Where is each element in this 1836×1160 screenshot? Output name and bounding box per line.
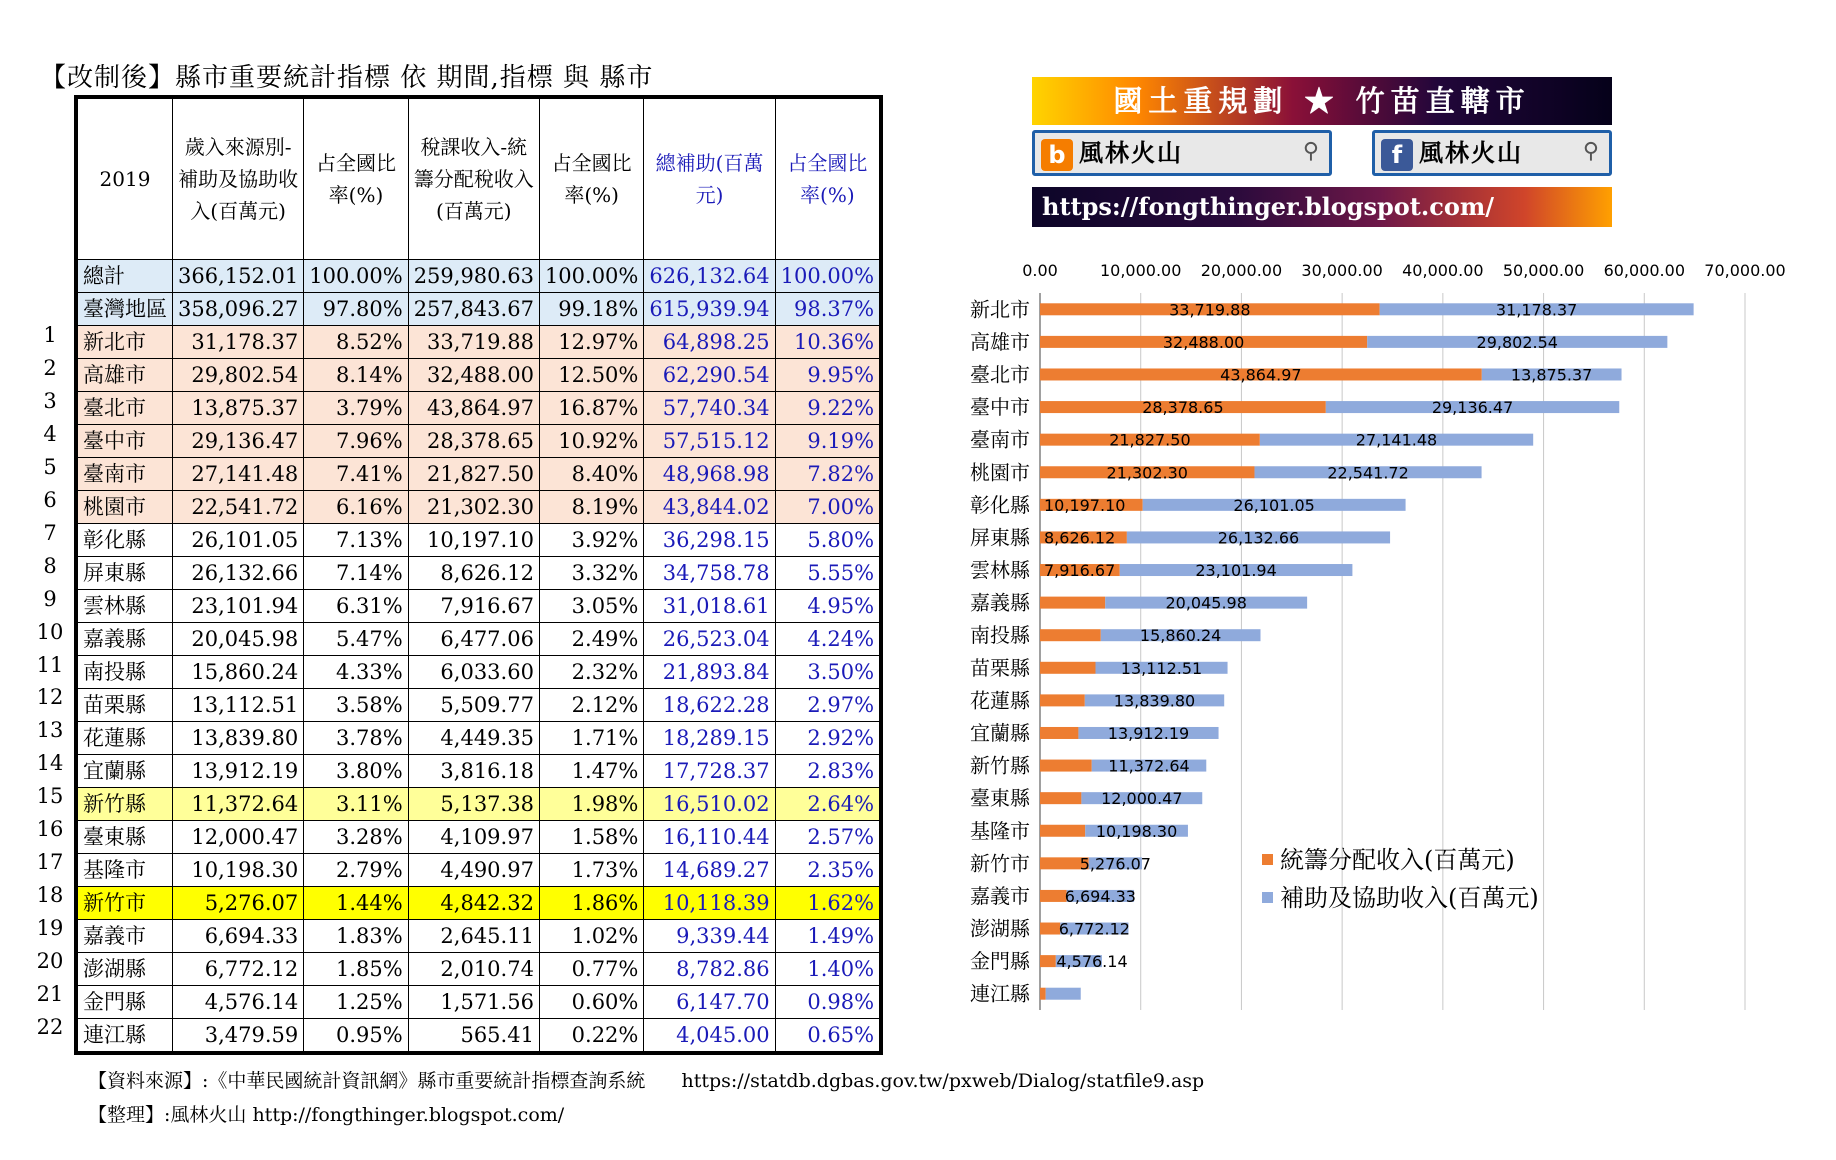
county-name: 雲林縣 [76,590,173,623]
county-name: 彰化縣 [76,524,173,557]
bar-label-subsidy: 13,839.80 [1113,691,1196,711]
y-category-label: 新竹縣 [970,753,1030,778]
county-name: 臺東縣 [76,821,173,854]
cell-c4: 8.19% [539,491,643,524]
cell-c2: 1.83% [304,920,408,953]
header-tax: 稅課收入-統籌分配稅收入(百萬元) [408,97,539,260]
cell-c1: 26,101.05 [173,524,304,557]
rank-number: 18 [36,883,64,908]
rank-number: 10 [36,619,64,644]
header-year: 2019 [76,97,173,260]
cell-c2: 3.11% [304,788,408,821]
cell-c4: 10.92% [539,425,643,458]
cell-c2: 3.79% [304,392,408,425]
bar-label-tax: 33,719.88 [1169,300,1251,320]
county-name: 基隆市 [76,854,173,887]
cell-c1: 3,479.59 [173,1019,304,1054]
cell-c1: 27,141.48 [173,458,304,491]
cell-c3: 4,109.97 [408,821,539,854]
rank-number: 15 [36,784,64,809]
cell-c6: 4.95% [775,590,881,623]
cell-c2: 7.41% [304,458,408,491]
cell-c6: 7.82% [775,458,881,491]
cell-c6: 1.49% [775,920,881,953]
rank-number: 8 [43,553,57,578]
cell-c2: 6.16% [304,491,408,524]
cell-c1: 13,112.51 [173,689,304,722]
y-category-label: 花蓮縣 [970,688,1030,713]
cell-c5: 26,523.04 [644,623,775,656]
cell-c6: 1.62% [775,887,881,920]
bar-tax-share [1040,597,1105,609]
cell-c3: 21,827.50 [408,458,539,491]
cell-c2: 8.14% [304,359,408,392]
bar-label-subsidy: 29,802.54 [1476,332,1558,352]
rank-number: 12 [36,685,64,710]
cell-c3: 6,477.06 [408,623,539,656]
cell-c4: 3.92% [539,524,643,557]
bar-label-tax: 21,302.30 [1106,463,1188,483]
cell-c4: 0.60% [539,986,643,1019]
cell-c6: 5.80% [775,524,881,557]
cell-c3: 33,719.88 [408,326,539,359]
bar-label-subsidy: 13,112.51 [1120,658,1203,678]
bar-label-tax: 43,864.97 [1220,365,1302,385]
cell-c2: 0.95% [304,1019,408,1054]
cell-c2: 1.25% [304,986,408,1019]
county-name: 新北市 [76,326,173,359]
y-category-label: 南投縣 [970,623,1030,648]
blog-url[interactable]: https://fongthinger.blogspot.com/ [1032,187,1612,227]
cell-c6: 2.97% [775,689,881,722]
bar-tax-share [1040,890,1067,902]
cell-c1: 6,694.33 [173,920,304,953]
cell-c3: 6,033.60 [408,656,539,689]
x-tick-label: 0.00 [1022,261,1058,280]
legend-swatch-subsidy [1262,892,1273,903]
cell-c4: 3.32% [539,557,643,590]
county-name: 宜蘭縣 [76,755,173,788]
bar-tax-share [1040,825,1085,837]
county-name: 嘉義縣 [76,623,173,656]
x-tick-label: 20,000.00 [1200,261,1283,280]
county-name: 金門縣 [76,986,173,1019]
cell-c1: 29,802.54 [173,359,304,392]
y-category-label: 澎湖縣 [970,916,1030,941]
bar-label-tax: 21,827.50 [1109,430,1191,450]
county-name: 新竹市 [76,887,173,920]
rank-number: 13 [36,718,64,743]
cell-c3: 8,626.12 [408,557,539,590]
cell-c6: 100.00% [775,260,881,293]
cell-c3: 565.41 [408,1019,539,1054]
cell-c6: 2.35% [775,854,881,887]
bar-label-subsidy: 15,860.24 [1139,626,1222,646]
cell-c5: 64,898.25 [644,326,775,359]
legend-swatch-tax [1262,854,1273,865]
x-tick-label: 60,000.00 [1603,261,1686,280]
cell-c5: 34,758.78 [644,557,775,590]
bar-tax-share [1040,792,1081,804]
cell-c5: 8,782.86 [644,953,775,986]
search-icon[interactable]: ⚲ [1582,139,1599,164]
facebook-icon: f [1381,139,1413,171]
cell-c4: 1.86% [539,887,643,920]
footer-editor: 【整理】:風林火山 http://fongthinger.blogspot.com/ [88,1104,565,1126]
header-total: 總補助(百萬元) [644,97,775,260]
cell-c4: 8.40% [539,458,643,491]
bar-label-subsidy: 26,132.66 [1217,528,1300,548]
county-name: 臺灣地區 [76,293,173,326]
bar-tax-share [1040,923,1060,935]
rank-number: 11 [36,652,64,677]
rank-number: 5 [43,454,57,479]
cell-c2: 3.58% [304,689,408,722]
cell-c1: 4,576.14 [173,986,304,1019]
county-name: 新竹縣 [76,788,173,821]
cell-c1: 22,541.72 [173,491,304,524]
y-category-label: 屏東縣 [970,525,1030,550]
search-icon[interactable]: ⚲ [1302,139,1319,164]
cell-c3: 7,916.67 [408,590,539,623]
rank-number: 6 [43,487,57,512]
bar-label-subsidy: 13,912.19 [1107,723,1190,743]
cell-c3: 1,571.56 [408,986,539,1019]
footer-source-label: 【資料來源】:《中華民國統計資訊網》縣市重要統計指標查詢系統 [88,1070,646,1092]
cell-c6: 3.50% [775,656,881,689]
county-name: 花蓮縣 [76,722,173,755]
bar-subsidy [1046,988,1081,1000]
bar-label-subsidy: 23,101.94 [1195,561,1277,581]
x-tick-label: 40,000.00 [1402,261,1484,280]
y-category-label: 連江縣 [970,981,1030,1006]
cell-c1: 5,276.07 [173,887,304,920]
cell-c4: 2.49% [539,623,643,656]
legend-label: 補助及協助收入(百萬元) [1280,884,1539,912]
x-tick-label: 30,000.00 [1301,261,1383,280]
cell-c2: 2.79% [304,854,408,887]
footer-source-url[interactable]: https://statdb.dgbas.gov.tw/pxweb/Dialog/statfile9.asp [681,1070,1205,1092]
legend-label: 統籌分配收入(百萬元) [1280,846,1515,874]
y-category-label: 嘉義市 [970,883,1030,908]
facebook-search-text: 風林火山 [1419,138,1523,167]
cell-c2: 4.33% [304,656,408,689]
bar-label-subsidy: 11,372.64 [1108,756,1190,776]
cell-c3: 4,449.35 [408,722,539,755]
cell-c5: 36,298.15 [644,524,775,557]
x-tick-label: 70,000.00 [1704,261,1786,280]
cell-c3: 28,378.65 [408,425,539,458]
cell-c2: 5.47% [304,623,408,656]
cell-c3: 5,137.38 [408,788,539,821]
y-category-label: 桃園市 [970,460,1030,485]
bar-label-subsidy: 5,276.07 [1079,854,1151,874]
cell-c6: 2.92% [775,722,881,755]
rank-number: 4 [43,421,57,446]
bar-label-subsidy: 4,576.14 [1056,952,1128,972]
cell-c4: 1.71% [539,722,643,755]
cell-c4: 16.87% [539,392,643,425]
cell-c6: 1.40% [775,953,881,986]
cell-c3: 4,842.32 [408,887,539,920]
cell-c3: 3,816.18 [408,755,539,788]
cell-c4: 1.58% [539,821,643,854]
cell-c1: 13,912.19 [173,755,304,788]
cell-c2: 3.78% [304,722,408,755]
y-category-label: 高雄市 [970,329,1030,354]
y-category-label: 宜蘭縣 [970,720,1030,745]
y-category-label: 雲林縣 [970,558,1030,583]
cell-c2: 7.96% [304,425,408,458]
cell-c5: 16,510.02 [644,788,775,821]
rank-number: 20 [36,949,64,974]
cell-c1: 6,772.12 [173,953,304,986]
header-subsidy: 歲入來源別-補助及協助收入(百萬元) [173,97,304,260]
header-tax-share: 占全國比率(%) [539,97,643,260]
cell-c5: 16,110.44 [644,821,775,854]
y-category-label: 新竹市 [970,851,1030,876]
cell-c4: 1.73% [539,854,643,887]
rank-number: 2 [43,355,57,380]
cell-c3: 2,645.11 [408,920,539,953]
county-name: 臺中市 [76,425,173,458]
bar-tax-share [1040,988,1046,1000]
cell-c3: 4,490.97 [408,854,539,887]
cell-c1: 10,198.30 [173,854,304,887]
cell-c3: 257,843.67 [408,293,539,326]
header-subsidy-share: 占全國比率(%) [304,97,408,260]
cell-c4: 1.02% [539,920,643,953]
blogger-icon: b [1041,139,1073,171]
cell-c6: 9.95% [775,359,881,392]
cell-c6: 98.37% [775,293,881,326]
y-category-label: 臺中市 [970,395,1030,420]
bar-label-tax: 10,197.10 [1044,495,1126,515]
x-tick-label: 50,000.00 [1502,261,1585,280]
bar-label-tax: 7,916.67 [1044,561,1116,581]
cell-c3: 5,509.77 [408,689,539,722]
county-name: 總計 [76,260,173,293]
cell-c2: 1.44% [304,887,408,920]
y-category-label: 臺東縣 [970,786,1030,811]
cell-c6: 2.57% [775,821,881,854]
cell-c5: 62,290.54 [644,359,775,392]
cell-c5: 57,740.34 [644,392,775,425]
banner-title: 國土重規劃 ★ 竹苗直轄市 [1032,77,1612,125]
cell-c2: 7.13% [304,524,408,557]
county-name: 臺南市 [76,458,173,491]
bar-label-subsidy: 13,875.37 [1510,365,1593,385]
bar-tax-share [1040,727,1078,739]
rank-number: 17 [36,850,64,875]
cell-c5: 48,968.98 [644,458,775,491]
cell-c2: 3.80% [304,755,408,788]
cell-c3: 43,864.97 [408,392,539,425]
cell-c6: 0.98% [775,986,881,1019]
bar-tax-share [1040,955,1056,967]
y-category-label: 彰化縣 [970,492,1030,517]
cell-c1: 358,096.27 [173,293,304,326]
bar-label-subsidy: 27,141.48 [1355,430,1438,450]
cell-c4: 12.97% [539,326,643,359]
cell-c1: 29,136.47 [173,425,304,458]
county-name: 臺北市 [76,392,173,425]
county-name: 南投縣 [76,656,173,689]
cell-c6: 2.83% [775,755,881,788]
cell-c5: 615,939.94 [644,293,775,326]
blogger-search-text: 風林火山 [1079,138,1183,167]
bar-tax-share [1040,629,1101,641]
rank-number: 1 [43,323,57,347]
cell-c5: 57,515.12 [644,425,775,458]
rank-number: 14 [36,751,64,776]
cell-c2: 6.31% [304,590,408,623]
county-name: 桃園市 [76,491,173,524]
bar-label-subsidy: 6,694.33 [1064,886,1136,906]
cell-c5: 31,018.61 [644,590,775,623]
y-category-label: 基隆市 [970,818,1030,843]
rank-number: 9 [43,586,57,611]
cell-c1: 20,045.98 [173,623,304,656]
cell-c4: 0.22% [539,1019,643,1054]
cell-c5: 4,045.00 [644,1019,775,1054]
cell-c2: 7.14% [304,557,408,590]
cell-c1: 31,178.37 [173,326,304,359]
cell-c5: 18,289.15 [644,722,775,755]
cell-c1: 15,860.24 [173,656,304,689]
y-category-label: 苗栗縣 [970,655,1030,680]
cell-c5: 18,622.28 [644,689,775,722]
cell-c6: 9.22% [775,392,881,425]
bar-tax-share [1040,760,1092,772]
county-name: 高雄市 [76,359,173,392]
cell-c5: 21,893.84 [644,656,775,689]
bar-label-subsidy: 6,772.12 [1058,919,1130,939]
cell-c5: 14,689.27 [644,854,775,887]
bar-label-subsidy: 10,198.30 [1095,821,1178,841]
cell-c4: 2.12% [539,689,643,722]
rank-number: 7 [43,520,57,545]
cell-c4: 3.05% [539,590,643,623]
cell-c2: 3.28% [304,821,408,854]
cell-c5: 626,132.64 [644,260,775,293]
bar-tax-share [1040,662,1095,674]
x-tick-label: 10,000.00 [1099,261,1182,280]
cell-c6: 2.64% [775,788,881,821]
rank-number: 21 [36,982,64,1006]
bar-label-tax: 8,626.12 [1044,528,1116,548]
cell-c5: 17,728.37 [644,755,775,788]
y-category-label: 嘉義縣 [970,590,1030,615]
cell-c1: 12,000.47 [173,821,304,854]
y-category-label: 臺北市 [970,362,1030,387]
bar-label-subsidy: 12,000.47 [1101,789,1183,809]
cell-c4: 100.00% [539,260,643,293]
cell-c1: 26,132.66 [173,557,304,590]
cell-c4: 99.18% [539,293,643,326]
footer-source [88,1066,1204,1093]
county-name: 連江縣 [76,1019,173,1054]
cell-c1: 23,101.94 [173,590,304,623]
y-category-label: 金門縣 [970,949,1030,974]
rank-number: 22 [36,1014,64,1039]
cell-c6: 7.00% [775,491,881,524]
rank-number: 3 [43,388,57,413]
bar-label-tax: 28,378.65 [1142,398,1224,418]
cell-c4: 0.77% [539,953,643,986]
bar-label-subsidy: 29,136.47 [1431,398,1514,418]
cell-c4: 1.47% [539,755,643,788]
cell-c6: 4.24% [775,623,881,656]
header-total-share: 占全國比率(%) [775,97,881,260]
cell-c6: 10.36% [775,326,881,359]
cell-c3: 10,197.10 [408,524,539,557]
cell-c2: 97.80% [304,293,408,326]
cell-c6: 5.55% [775,557,881,590]
cell-c3: 21,302.30 [408,491,539,524]
cell-c3: 2,010.74 [408,953,539,986]
cell-c3: 259,980.63 [408,260,539,293]
bar-tax-share [1040,694,1085,706]
cell-c4: 1.98% [539,788,643,821]
y-category-label: 臺南市 [970,427,1030,452]
bar-label-subsidy: 20,045.98 [1165,593,1247,613]
county-name: 嘉義市 [76,920,173,953]
bar-label-subsidy: 31,178.37 [1495,300,1578,320]
cell-c2: 8.52% [304,326,408,359]
county-name: 苗栗縣 [76,689,173,722]
y-category-label: 新北市 [970,297,1030,322]
cell-c4: 2.32% [539,656,643,689]
cell-c3: 32,488.00 [408,359,539,392]
rank-number: 19 [36,916,64,941]
cell-c5: 9,339.44 [644,920,775,953]
cell-c2: 100.00% [304,260,408,293]
cell-c6: 0.65% [775,1019,881,1054]
cell-c2: 1.85% [304,953,408,986]
cell-c1: 11,372.64 [173,788,304,821]
cell-c4: 12.50% [539,359,643,392]
cell-c5: 43,844.02 [644,491,775,524]
cell-c6: 9.19% [775,425,881,458]
cell-c1: 366,152.01 [173,260,304,293]
cell-c1: 13,875.37 [173,392,304,425]
county-name: 澎湖縣 [76,953,173,986]
bar-label-subsidy: 26,101.05 [1233,495,1315,515]
county-name: 屏東縣 [76,557,173,590]
page-title: 【改制後】縣市重要統計指標 依 期間,指標 與 縣市 [40,63,654,93]
bar-label-subsidy: 22,541.72 [1327,463,1409,483]
bar-label-tax: 32,488.00 [1162,332,1245,352]
cell-c5: 10,118.39 [644,887,775,920]
cell-c5: 6,147.70 [644,986,775,1019]
cell-c1: 13,839.80 [173,722,304,755]
rank-number: 16 [36,817,64,842]
